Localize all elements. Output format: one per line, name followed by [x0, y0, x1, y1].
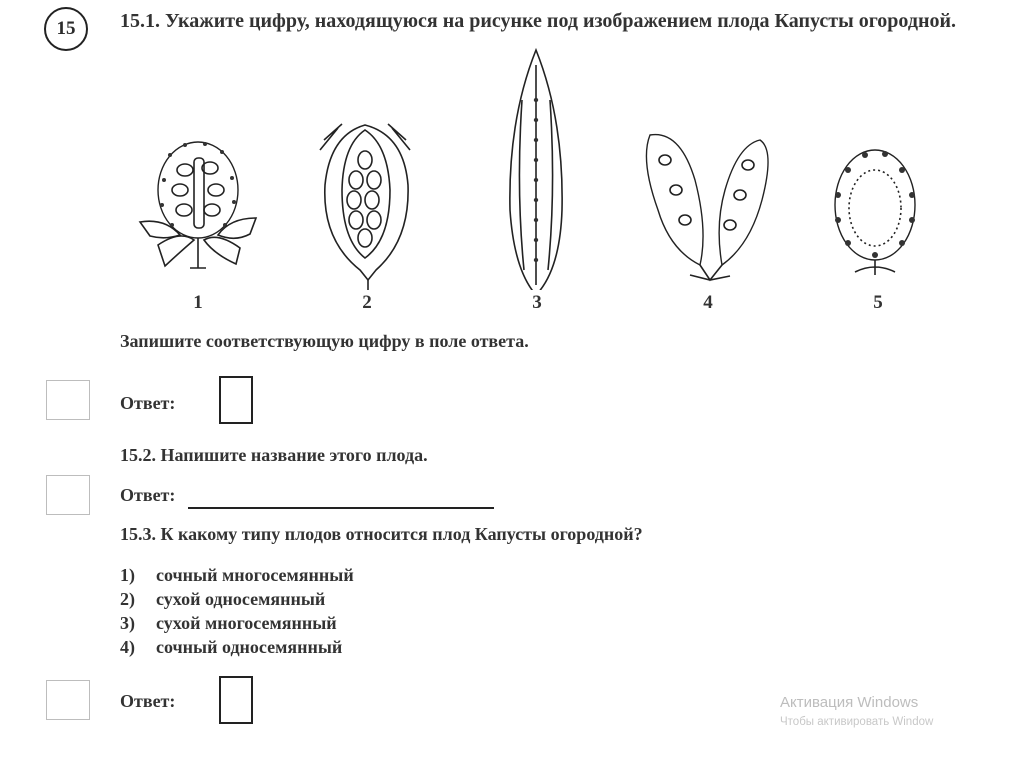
answer-label-2: Ответ: — [120, 485, 176, 505]
figure-label-2: 2 — [362, 292, 372, 313]
option-1-text: сочный многосемянный — [156, 565, 354, 585]
fruit-illustrations — [110, 40, 950, 290]
fruit-figure-3 — [510, 50, 562, 290]
figure-label-3: 3 — [532, 292, 542, 313]
figure-label-1: 1 — [193, 292, 203, 313]
option-2 — [120, 589, 354, 613]
answer-digit-cell-3[interactable] — [219, 676, 253, 724]
fruit-figure-1 — [140, 142, 256, 268]
option-3-number: 3) — [120, 613, 135, 633]
answer-digit-cell-1[interactable] — [219, 376, 253, 424]
score-box-1 — [46, 380, 90, 420]
option-2-text: сухой односемянный — [156, 589, 326, 609]
figure-label-5: 5 — [873, 292, 883, 313]
options-list — [120, 565, 354, 661]
option-4-text: сочный односемянный — [156, 637, 343, 657]
score-box-2 — [46, 475, 90, 515]
question-15-2-text: 15.2. Напишите название этого плода. — [120, 445, 428, 465]
question-15-3-text: 15.3. К какому типу плодов относится плод Капусты огородной? — [120, 524, 643, 544]
score-box-3 — [46, 680, 90, 720]
windows-activation-watermark-title: Активация Windows — [780, 694, 919, 711]
answer-label-1: Ответ: — [120, 393, 176, 413]
option-4-number: 4) — [120, 637, 135, 657]
option-2-number: 2) — [120, 589, 135, 609]
option-3-text: сухой многосемянный — [156, 613, 337, 633]
option-4 — [120, 637, 354, 661]
answer-label-3: Ответ: — [120, 691, 176, 711]
option-3 — [120, 613, 354, 637]
instruction-text: Запишите соответствующую цифру в поле ответа. — [120, 331, 529, 351]
fruit-figure-4 — [646, 135, 768, 280]
answer-text-field[interactable] — [188, 487, 494, 509]
fruit-figure-2 — [320, 124, 410, 290]
windows-activation-watermark-subtitle: Чтобы активировать Window — [780, 716, 934, 728]
fruit-figure-5 — [835, 150, 915, 275]
question-number-badge: 15 — [44, 7, 88, 51]
question-15-1-text: 15.1. Укажите цифру, находящуюся на рисунке под изображением плода Капусты огородной. — [120, 10, 956, 32]
option-1 — [120, 565, 354, 589]
figure-label-4: 4 — [703, 292, 713, 313]
option-1-number: 1) — [120, 565, 135, 585]
